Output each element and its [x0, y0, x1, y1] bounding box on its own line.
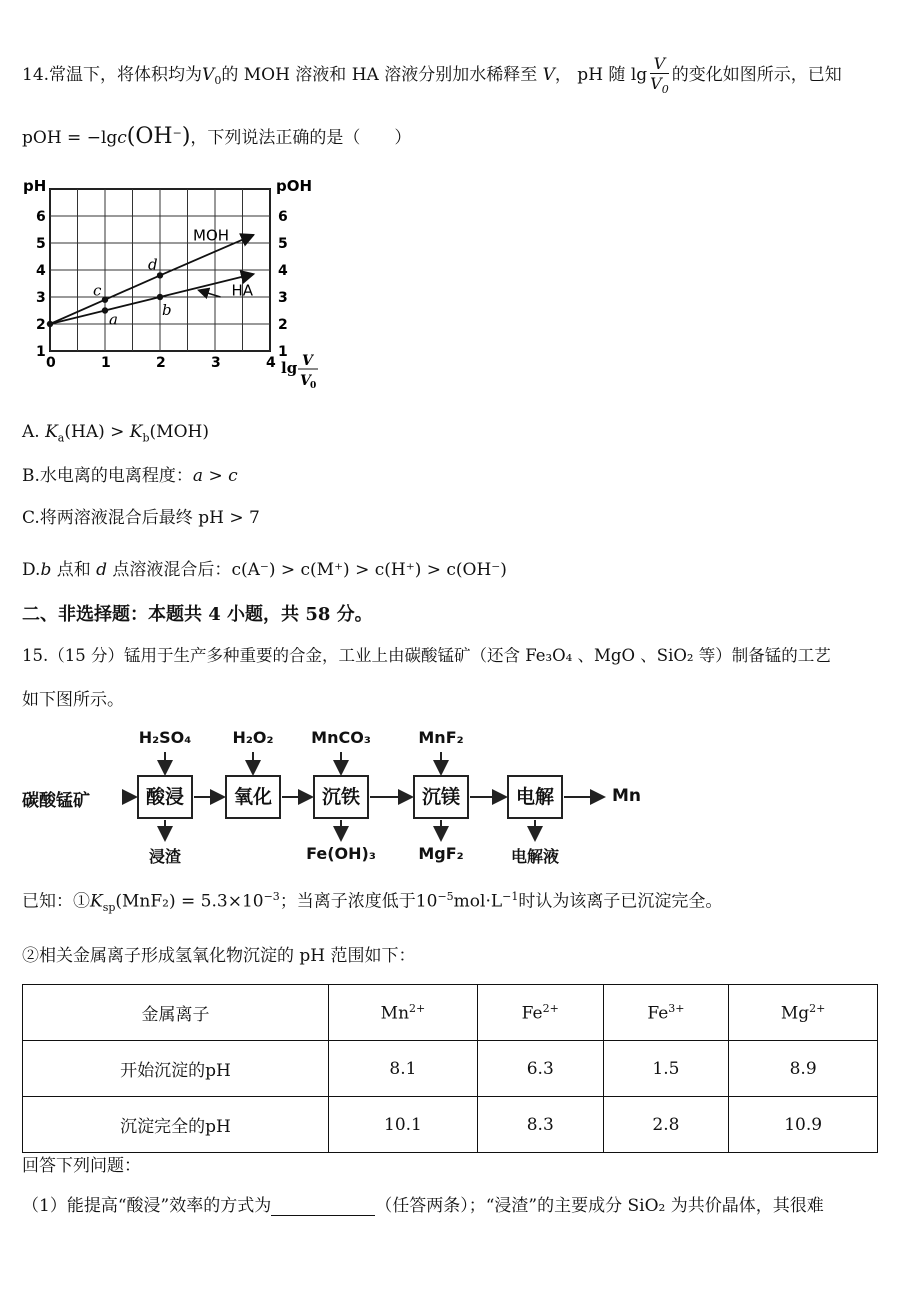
section2-title: 二、非选择题：本题共 4 小题，共 58 分。: [22, 604, 373, 625]
q15-line1: 15.（15 分）锰用于生产多种重要的合金，工业上由碳酸锰矿（还含 Fe₃O₄ 、MgO 、SiO₂ 等）制备锰的工艺: [22, 646, 831, 665]
x-axis-label-lg: lg: [281, 359, 298, 377]
known1-a: 已知：①: [22, 891, 90, 912]
reagent-mnf2: MnF₂: [418, 728, 464, 747]
process-flow-diagram: [0, 722, 900, 872]
x-tick-label: 1: [101, 355, 111, 371]
series-label-moh: MOH: [193, 226, 230, 245]
option-d-b: b: [40, 560, 52, 580]
known1-b: (MnF₂) = 5.3×10: [115, 891, 264, 912]
ph-dilution-chart: [18, 175, 338, 395]
poh-def-b: (OH: [126, 124, 173, 149]
known1-exp: −3: [263, 890, 280, 903]
point-origin: [47, 321, 53, 327]
x-tick-label: 0: [46, 355, 56, 371]
fraction-numerator: V: [650, 54, 669, 74]
poh-def-c: c: [117, 128, 127, 148]
option-a-sub2: b: [142, 431, 150, 445]
step-magnesium-precipitation: 沉镁: [413, 775, 469, 819]
product-electrolyte: 电解液: [510, 847, 559, 866]
table-cell: 6.3: [477, 1041, 603, 1097]
table-header-cell: [477, 985, 603, 1041]
x-axis-label-den-sub: 0: [310, 381, 317, 391]
table-cell: 1.5: [603, 1041, 729, 1097]
option-d-prefix: D.: [22, 560, 41, 580]
reagent-mnco3: MnCO₃: [311, 728, 371, 747]
table-cell: 8.1: [329, 1041, 478, 1097]
q14-line2: [22, 124, 411, 150]
table-row: [23, 1097, 878, 1153]
q14-stem: [22, 54, 842, 97]
flow-end: Mn: [612, 786, 642, 806]
q14-stem-d: 的变化如图所示，已知: [671, 64, 842, 85]
y-tick-label: 4: [36, 263, 46, 279]
ion-charge: 2+: [542, 1001, 559, 1015]
q14-stem-c: ， pH 随 lg: [554, 64, 648, 85]
product-fe-oh3: Fe(OH)₃: [306, 844, 376, 863]
x-axis-label: [281, 353, 318, 391]
answer-prompt: 回答下列问题：: [22, 1156, 141, 1176]
option-c-text: C.将两溶液混合后最终 pH > 7: [22, 508, 260, 528]
right-tick-label: 1: [278, 344, 288, 360]
x-tick-label: 4: [266, 355, 276, 371]
point-c: [102, 297, 108, 303]
x-tick-label: 2: [156, 355, 166, 371]
product-mgf2: MgF₂: [418, 844, 464, 863]
ion-symbol: Fe: [647, 1003, 669, 1024]
option-d: [22, 560, 507, 580]
precipitation-ph-table: [22, 984, 878, 1153]
table-cell: 8.3: [477, 1097, 603, 1153]
table-cell: 开始沉淀的pH: [23, 1041, 329, 1097]
poh-def-sup: −: [172, 126, 182, 140]
known-2: ②相关金属离子形成氢氧化物沉淀的 pH 范围如下：: [22, 946, 416, 966]
product-leach-residue: 浸渣: [148, 847, 181, 866]
table-cell: 10.1: [329, 1097, 478, 1153]
chart-grid: [50, 189, 270, 351]
option-a: [22, 422, 209, 445]
point-label-d: d: [148, 255, 158, 274]
ion-symbol: Mg: [780, 1003, 810, 1024]
option-a-sub: a: [57, 431, 65, 445]
y-tick-label: 5: [36, 236, 46, 252]
y-tick-label: 3: [36, 290, 46, 306]
option-b: [22, 466, 238, 486]
chart-series: [50, 226, 254, 324]
known1-sub: sp: [102, 901, 116, 915]
reagent-h2so4: H₂SO₄: [138, 728, 192, 747]
ion-symbol: Fe: [521, 1003, 543, 1024]
sub-question-1: [22, 1196, 824, 1216]
v-symbol: V: [542, 64, 555, 85]
point-b: [157, 294, 163, 300]
option-a-rest2: (MOH): [149, 422, 209, 442]
point-a: [102, 307, 108, 313]
table-header-row: [23, 985, 878, 1041]
known1-exp2: −5: [437, 890, 454, 903]
x-axis-label-num: V: [302, 353, 313, 369]
sub1-a: （1）能提高“酸浸”效率的方式为: [22, 1196, 272, 1216]
ion-charge: 2+: [809, 1001, 826, 1015]
poh-def-a: pOH = −lg: [22, 128, 118, 148]
option-c: [22, 508, 260, 528]
poh-def-tail: ，下列说法正确的是（ ）: [190, 128, 412, 148]
known1-e: 时认为该离子已沉淀完全。: [518, 891, 723, 912]
option-a-prefix: A.: [22, 422, 46, 442]
x-axis-label-den: V: [300, 373, 311, 389]
v0-symbol: V: [202, 64, 215, 85]
fraction-denominator-sub: 0: [661, 83, 669, 97]
table-cell: 10.9: [729, 1097, 878, 1153]
table-cell: 2.8: [603, 1097, 729, 1153]
v-over-v0-fraction: [650, 54, 669, 97]
series-line-ha: [50, 274, 254, 324]
step-acid-leach: 酸浸: [137, 775, 193, 819]
ion-symbol: Mn: [380, 1003, 410, 1024]
y-axis-label-right: pOH: [276, 177, 313, 195]
option-d-mid: 点和: [51, 560, 97, 580]
option-a-rest: (HA) >: [64, 422, 130, 442]
x-tick-label: 3: [211, 355, 221, 371]
fraction-denominator: V: [650, 74, 662, 94]
series-label-ha: HA: [231, 281, 254, 300]
step-iron-precipitation: 沉铁: [313, 775, 369, 819]
flow-start: 碳酸锰矿: [22, 791, 90, 811]
ion-charge: 2+: [409, 1001, 426, 1015]
q14-stem-a: 14.常温下，将体积均为: [22, 64, 203, 85]
right-tick-label: 6: [278, 209, 288, 225]
point-d: [157, 272, 163, 278]
point-label-c: c: [93, 281, 102, 300]
table-header-cell: [603, 985, 729, 1041]
y-axis-label-left: pH: [23, 177, 47, 195]
step-oxidation: 氧化: [225, 775, 281, 819]
option-d-tail: 点溶液混合后：: [107, 560, 232, 580]
option-a-k: K: [45, 422, 58, 442]
ion-charge: 3+: [668, 1001, 685, 1015]
y-tick-label: 6: [36, 209, 46, 225]
table-row: [23, 1041, 878, 1097]
v0-sub: 0: [214, 74, 222, 88]
q15-line2: 如下图所示。: [22, 690, 124, 710]
table-header-cell: 金属离子: [23, 985, 329, 1041]
table-header-cell: [729, 985, 878, 1041]
poh-def-close: ): [181, 124, 191, 149]
right-tick-label: 2: [278, 317, 288, 333]
table-cell: 8.9: [729, 1041, 878, 1097]
step-electrolysis: 电解: [507, 775, 563, 819]
q14-stem-b: 的 MOH 溶液和 HA 溶液分别加水稀释至: [221, 64, 538, 85]
right-tick-label: 5: [278, 236, 288, 252]
option-b-math: a > c: [192, 466, 238, 486]
right-tick-label: 4: [278, 263, 288, 279]
known1-k: K: [90, 891, 103, 912]
table-cell: 沉淀完全的pH: [23, 1097, 329, 1153]
reagent-h2o2: H₂O₂: [232, 728, 274, 747]
y-tick-label: 2: [36, 317, 46, 333]
table-header-cell: [329, 985, 478, 1041]
y-tick-label: 1: [36, 344, 46, 360]
option-d-math: c(A⁻) > c(M⁺) > c(H⁺) > c(OH⁻): [231, 560, 507, 580]
series-line-moh: [50, 235, 254, 324]
known-1: [22, 890, 722, 914]
option-b-text: B.水电离的电离程度：: [22, 466, 193, 486]
option-d-d: d: [96, 560, 108, 580]
answer-blank[interactable]: [271, 1199, 375, 1216]
point-label-a: a: [109, 310, 118, 329]
point-label-b: b: [162, 301, 172, 319]
known1-exp3: −1: [502, 890, 519, 903]
known1-d: mol·L: [453, 891, 503, 912]
option-a-k2: K: [129, 422, 143, 442]
sub1-b: （任答两条）；“浸渣”的主要成分 SiO₂ 为共价晶体，其很难: [375, 1196, 824, 1216]
right-tick-label: 3: [278, 290, 288, 306]
ha-pointer-arrow: [199, 290, 221, 297]
known1-c: ；当离子浓度低于10: [279, 891, 438, 912]
